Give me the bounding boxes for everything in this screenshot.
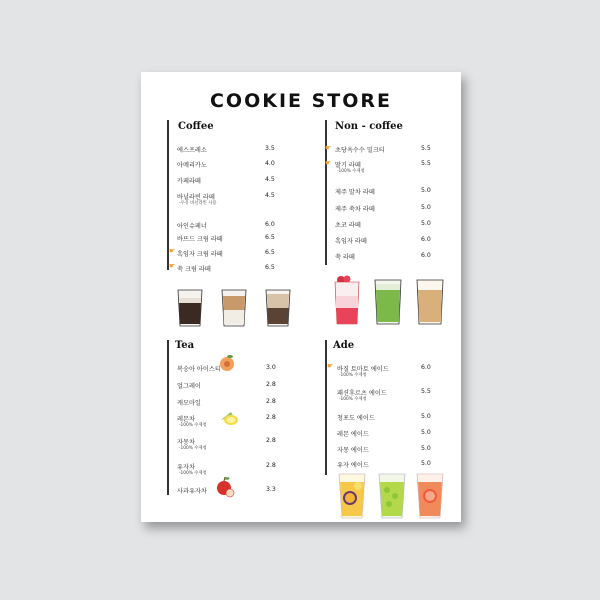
item-name: 복숭아 아이스티: [177, 366, 221, 373]
green-grape-ade-cup: [379, 474, 405, 518]
menu-item: [177, 437, 317, 451]
item-name: 캐모마일: [177, 400, 201, 407]
menu-item: [335, 145, 455, 155]
menu-item: [335, 220, 455, 230]
strawberry-latte-cup: [335, 276, 359, 325]
menu-item: [337, 445, 457, 455]
menu-item: [177, 414, 317, 428]
item-name: 흑임자 라떼: [335, 238, 367, 245]
hand-pointer-icon: ☛: [325, 159, 332, 167]
menu-item: [177, 145, 317, 155]
menu-item: [177, 160, 317, 170]
item-name: 레몬차: [177, 416, 195, 423]
item-name: 레몬 에이드: [337, 431, 369, 438]
item-price: 6.0: [265, 221, 275, 228]
menu-item: [337, 413, 457, 423]
menu-poster: [141, 72, 461, 522]
item-price: 5.0: [421, 445, 431, 452]
item-name: 패션후르츠 에이드: [337, 390, 387, 397]
item-price: 2.8: [266, 437, 276, 444]
item-price: 3.5: [265, 145, 275, 152]
item-price: 2.8: [266, 398, 276, 405]
item-name: 흑임자 크림 라떼: [177, 251, 223, 258]
espresso-cup: [178, 290, 202, 326]
peach-icon: [219, 354, 235, 372]
latte-cup: [222, 290, 246, 326]
menu-item: [177, 249, 317, 259]
item-note: -100% 수제청: [179, 471, 207, 476]
item-price: 5.0: [421, 460, 431, 467]
item-price: 5.5: [421, 388, 431, 395]
hand-pointer-icon: ☛: [169, 262, 176, 270]
item-name: 사과유자차: [177, 488, 207, 495]
item-name: 유자차: [177, 464, 195, 471]
ade-cups-illustration: [337, 470, 447, 520]
item-name: 바닐라빈 라떼: [177, 194, 215, 201]
item-price: 5.0: [421, 413, 431, 420]
item-price: 5.0: [421, 220, 431, 227]
item-name: 얼그레이: [177, 383, 201, 390]
item-name: 쑥 라떼: [335, 254, 355, 261]
item-note: -우유 바닐라빈 사용: [179, 201, 217, 206]
item-name: 아메리카노: [177, 162, 207, 169]
item-price: 2.8: [266, 381, 276, 388]
menu-item: [337, 388, 457, 402]
item-name: 초코 라떼: [335, 222, 361, 229]
coffee-section-title: Coffee: [178, 121, 214, 132]
menu-item: [335, 160, 455, 174]
menu-item: [177, 221, 317, 231]
menu-item: [337, 460, 457, 470]
item-name: 제주 말차 라떼: [335, 189, 375, 196]
menu-item: [337, 364, 457, 378]
menu-item: [335, 187, 455, 197]
menu-item: [177, 462, 317, 476]
item-price: 2.8: [266, 462, 276, 469]
item-note: -100% 수제청: [179, 423, 207, 428]
menu-item: [337, 429, 457, 439]
menu-item: [335, 204, 455, 214]
item-price: 5.5: [421, 160, 431, 167]
item-name: 자몽차: [177, 439, 195, 446]
item-price: 6.0: [421, 236, 431, 243]
menu-item: [177, 234, 317, 244]
ade-section-title: Ade: [333, 340, 355, 351]
menu-item: [335, 236, 455, 246]
item-price: 5.0: [421, 204, 431, 211]
noncoffee-cups-illustration: [333, 274, 453, 330]
item-price: 6.5: [265, 249, 275, 256]
menu-item: [177, 264, 317, 274]
ade-divider: [325, 340, 327, 475]
item-price: 5.0: [421, 429, 431, 436]
item-name: 아인슈페너: [177, 223, 207, 230]
matcha-latte-cup: [375, 280, 401, 324]
menu-item: [177, 381, 317, 391]
item-name: 유자 에이드: [337, 462, 369, 469]
menu-item: [177, 192, 317, 206]
item-name: 바질 토마토 에이드: [337, 366, 389, 373]
item-price: 5.0: [421, 187, 431, 194]
menu-item: [335, 252, 455, 262]
coffee-cups-illustration: [175, 286, 300, 330]
menu-item: [177, 486, 317, 496]
item-price: 6.0: [421, 252, 431, 259]
item-price: 4.0: [265, 160, 275, 167]
milk-tea-cup: [417, 280, 443, 324]
item-price: 6.5: [265, 234, 275, 241]
item-note: -100% 수제청: [179, 446, 207, 451]
store-title: COOKIE STORE: [209, 90, 393, 112]
passion-fruit-ade-cup: [339, 474, 365, 518]
item-price: 5.5: [421, 145, 431, 152]
item-price: 6.0: [421, 364, 431, 371]
grapefruit-ade-cup: [417, 474, 443, 518]
item-name: 딸기 라떼: [335, 162, 361, 169]
hand-pointer-icon: ☛: [325, 144, 332, 152]
item-name: 자몽 에이드: [337, 447, 369, 454]
item-price: 6.5: [265, 264, 275, 271]
item-price: 4.5: [265, 192, 275, 199]
americano-cup: [266, 290, 290, 326]
item-name: 카페라떼: [177, 178, 201, 185]
item-price: 2.8: [266, 414, 276, 421]
item-note: -100% 수제청: [339, 397, 367, 402]
lemon-icon: [219, 410, 239, 426]
item-name: 에스프레소: [177, 147, 207, 154]
item-price: 4.5: [265, 176, 275, 183]
item-name: 제주 쑥차 라떼: [335, 206, 375, 213]
menu-item: [177, 364, 317, 374]
hand-pointer-icon: ☛: [327, 362, 334, 370]
apple-icon: [215, 476, 237, 498]
hand-pointer-icon: ☛: [169, 247, 176, 255]
item-note: -100% 수제청: [339, 373, 367, 378]
tea-divider: [167, 340, 169, 495]
tea-section-title: Tea: [175, 340, 195, 351]
item-name: 초당옥수수 밀크티: [335, 147, 385, 154]
noncoffee-divider: [325, 120, 327, 265]
item-name: 바뜨드 크림 라떼: [177, 236, 223, 243]
item-price: 3.3: [266, 486, 276, 493]
item-name: 쑥 크림 라떼: [177, 266, 211, 273]
item-name: 청포도 에이드: [337, 415, 375, 422]
menu-item: [177, 176, 317, 186]
menu-item: [177, 398, 317, 408]
item-price: 3.0: [266, 364, 276, 371]
item-note: -100% 수제청: [337, 169, 365, 174]
noncoffee-section-title: Non - coffee: [335, 121, 403, 132]
